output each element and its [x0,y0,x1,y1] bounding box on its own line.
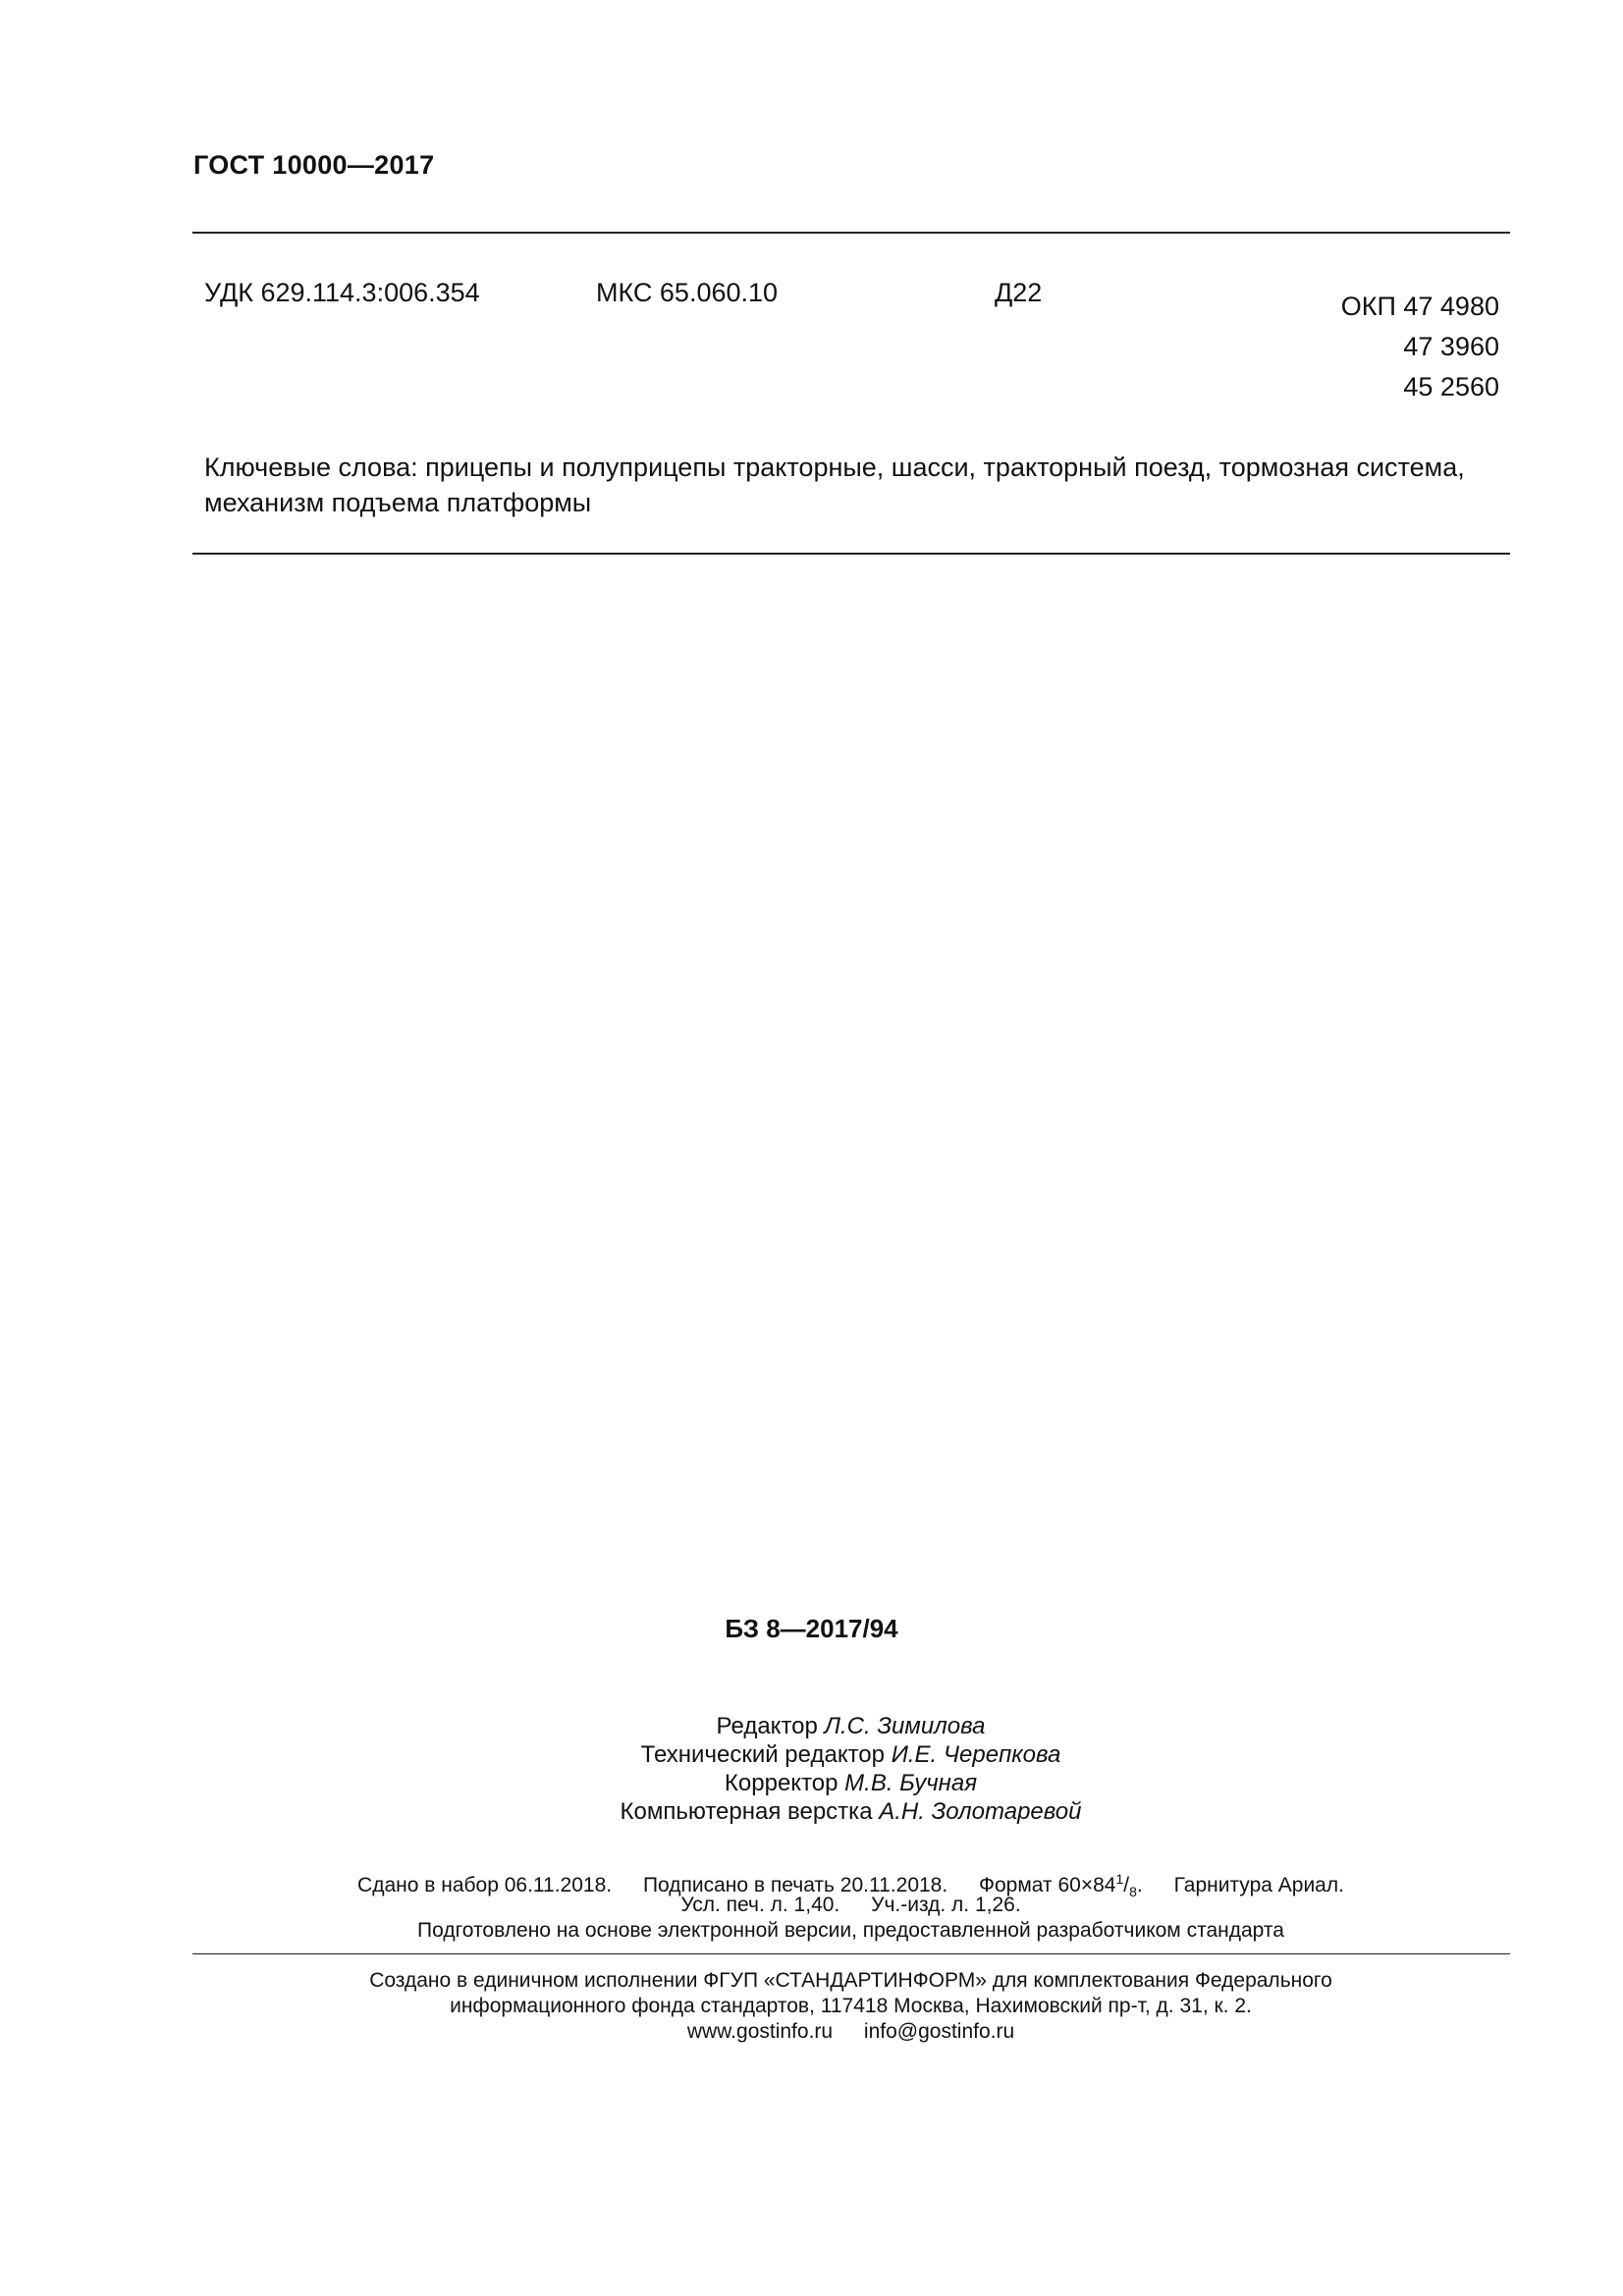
imprint-line-2 [0,1893,1623,1918]
keywords-line-2: механизм подъема платформы [204,488,592,517]
mks-code: МКС 65.060.10 [596,278,779,307]
usl-pech: Усл. печ. л. 1,40. [680,1894,840,1916]
website-link[interactable]: www.gostinfo.ru [686,2020,834,2043]
layout-role: Компьютерная верстка [620,1798,873,1825]
tech-editor-role: Технический редактор [640,1741,886,1768]
imprint-divider [192,1953,1510,1954]
layout-line [0,1797,1623,1826]
document-header-title: ГОСТ 10000—2017 [193,150,435,180]
sent-date: Сдано в набор 06.11.2018. [357,1874,613,1896]
publisher-line-2: информационного фонда стандартов, 117418 Москва, Нахимовский пр-т, д. 31, к. 2. [450,1995,1252,2017]
okp-code-2: 47 3960 [1403,332,1499,361]
okp-codes [1341,287,1499,407]
signed-date: Подписано в печать 20.11.2018. [642,1874,948,1896]
tech-editor-name: И.Е. Черепкова [891,1741,1061,1768]
udk-code: УДК 629.114.3:006.354 [204,278,480,307]
uch-izd: Уч.-изд. л. 1,26. [871,1894,1021,1916]
bz-number: БЗ 8—2017/94 [725,1614,898,1643]
proofreader-role: Корректор [724,1770,839,1796]
proofreader-name: М.В. Бучная [844,1770,978,1796]
keywords-divider [192,553,1510,555]
editor-role: Редактор [716,1713,818,1739]
publisher-line-1: Создано в единичном исполнении ФГУП «СТАНДАРТИНФОРМ» для комплектования Федерального [369,1969,1332,1992]
proofreader-line [0,1769,1623,1797]
prepared-note: Подготовлено на основе электронной версии, предоставленной разработчиком стандарта [417,1919,1284,1942]
tech-editor-line [0,1740,1623,1769]
email-link[interactable]: info@gostinfo.ru [863,2020,1015,2043]
keywords-line-1: Ключевые слова: прицепы и полуприцепы тракторные, шасси, тракторный поезд, тормозная система, [204,453,1465,482]
top-divider [192,232,1510,234]
okp-code-1: ОКП 47 4980 [1340,292,1499,321]
publisher-contacts [0,2019,1623,2045]
format: Формат $60\times 84^1/_8$. [979,1871,1143,1900]
keywords [204,450,1510,520]
okp-code-3: 45 2560 [1403,372,1499,401]
d-code: Д22 [995,278,1043,307]
layout-name: А.Н. Золотаревой [879,1798,1082,1825]
editor-line [0,1712,1623,1740]
typeface: Гарнитура Ариал. [1173,1874,1344,1896]
editor-name: Л.С. Зимилова [824,1713,986,1739]
